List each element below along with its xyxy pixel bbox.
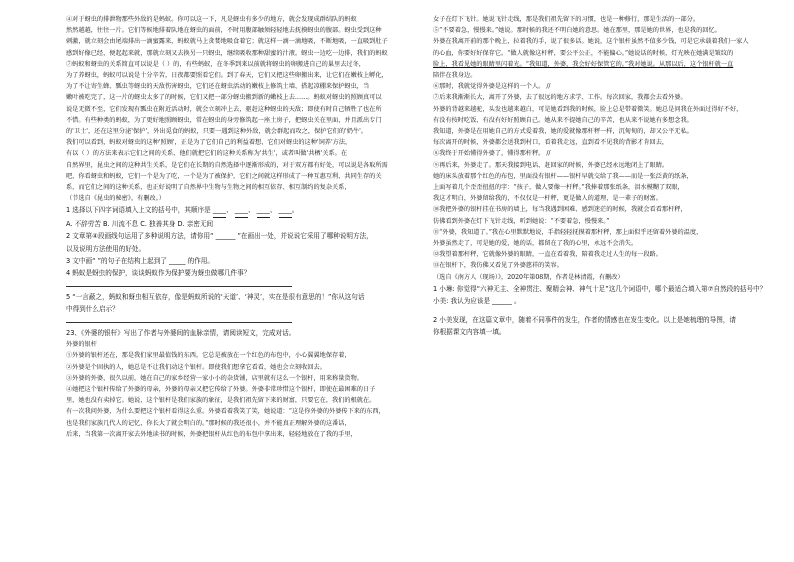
question-23: 23、《外婆的银杆》写出了作者与外婆间的血脉亲情，请阅读短文，完成对话。 [66, 328, 296, 337]
question-1-options: A. 不辞劳苦 B. 川流不息 C. 独善其身 D. 亲密无间 [66, 219, 214, 228]
text-line: 我这才明白，外婆留给我的，不仅仅是一杆秤，更是做人的道理，是一辈子的财富。 [433, 195, 662, 203]
text-line: ③外婆的外婆，很久以前，她在自己的家乡经营一家小小的杂货铺，店里就有这么一个银杆，用来称量货物。 [66, 374, 363, 382]
text-line: 她的床头放着那个红色的布包，里面没有银杆——银杆早就交给了我——而是一张泛黄的纸条， [433, 172, 693, 180]
text-line: 有以（ ）的方法来表示它们之间的关系，他们就把它们的这种关系称为'共生'，或者叫做'共栖'关系。在 [66, 150, 348, 158]
text-line: ①外婆的银杆还在，那是我们家里最值钱的东西。它总是被放在一个红色的布包中，小心翼翼地保存着， [66, 352, 351, 360]
question-5-cont: 中得到什么启示？ [66, 305, 119, 314]
story-paragraph-4 [433, 14, 778, 81]
text-line: 感到好像已经，便起起来就，那就立刻又去换另一只蚜虫，继续吸收那种甜蜜的汁液。蚜虫一边吃一边排，我们的蚂蚁 [66, 49, 388, 57]
right-column [433, 14, 778, 339]
text-line: 上面写着几个歪歪扭扭的字：“孩子，做人要像一杆秤。”我捧着那张纸条，泪水模糊了双眼， [433, 184, 684, 192]
text-line: 脸上，我看见她的眼睛里闪着光。“我知道，外婆，我会好好保管它的。”我对她说。从那以后，这个银杆就一直 [433, 60, 734, 68]
text-line: ⑦蚂蚁和蚜虫的关系简直可以说是（ ）的，有些蚂蚁，在冬季到来以前就将蚜虫的卵搬进自己的巢里去过冬， [66, 60, 365, 68]
text-line: 我们可以看到，蚂蚁对蚜虫的这种'照顾'，正是为了它们自己的利益着想，它们对蚜虫的这种'饲养'方法， [66, 139, 352, 147]
passage-paragraph-4 [66, 14, 411, 59]
story-title: 外婆的银杆 [66, 341, 97, 349]
question-1: 1 选择以下四字词语填入上文的括号中，其顺序是 ____、 ____、 ____、 ____。 [66, 204, 411, 217]
text-line: 也是我们家族几代人的记忆，你长大了就会明白的。”那时候的我还很小，并不能真正理解外婆的这番话， [66, 419, 351, 427]
text-line: ⑩我把外婆的银杆挂在书房的墙上，每当我遇到困难、感到迷茫的时候，我就会看看那杆秤， [433, 206, 687, 214]
source-note: （选自《南方人（现场）》，2020年第08期，作者是林清霞，有删改） [433, 273, 624, 281]
text-line: ⑨再后来，外婆走了。那天我接到电话，赶回家的时候，外婆已经永远地闭上了眼睛。 [433, 161, 669, 169]
text-line: 每次离开的时候，外婆都会送我到村口，看着我走远，直到看不见我的背影才肯回去， [433, 139, 669, 147]
question-2-cont: 以及说明方法使用的好处。 [66, 244, 146, 253]
question-a1: 1 小琳: 你觉得“六神无主、全神贯注、聚精会神、神气十足”这几个词语中，哪个最适合填入第⑦自然段的括号中？ [433, 284, 767, 293]
question-4: 4 蚂蚁是蚜虫的保护，谈谈蚂蚁作为保护要为蚜虫做哪几件事？ [66, 269, 251, 278]
answer-blank[interactable]: ____ [235, 204, 248, 217]
answer-line[interactable] [66, 322, 292, 323]
question-1-text: 1 选择以下四字词语填入上文的括号中，其顺序是 [66, 206, 211, 215]
text-line: 外婆虽然走了，可是她的爱，她的话，都留在了我的心里，永远不会消失。 [433, 240, 638, 248]
question-a2: 2 小美发现，在这篇文章中，随着不同事件的发生，作者的情感也在发生变化。以上是她梳理的导图，请 [433, 315, 737, 324]
question-3: 3 文中画“ ”的句子在结构上起到了 _____ 的作用。 [66, 257, 214, 266]
story-paragraph-11 [433, 227, 778, 249]
story-paragraph-6: ⑥那时，我就觉得外婆是这样的一个人。 // [433, 83, 551, 91]
text-line: 的心血，你要好好保存它。“做人就像这杆秤，要公平公正，不能偏心。”她说话的时候，灯光映在她满是皱纹的 [433, 49, 734, 57]
text-line: 有一次我问外婆，为什么要把这个银杆看得这么重。外婆看着我笑了笑，她说道：“这是你外婆的外婆传下来的东西， [66, 408, 385, 416]
story-paragraph-7 [433, 92, 778, 148]
text-line: 有没有按时吃饭，有没有好好照顾自己。她从来不提她自己的辛苦，也从来不说她有多想念我。 [433, 116, 693, 124]
answer-line[interactable] [66, 286, 292, 287]
question-a2-cont: 你根据课文内容填一填。 [433, 328, 506, 337]
text-line: 女子在灯下飞针。她说飞针走线，那是我们祖先留下的习惯，也是一种修行，那是生活的一部分。 [433, 16, 700, 23]
text-line: ⑪“外婆，我知道了。”我在心里默默地说，手指轻轻抚摸着那杆秤，那上面似乎还留着外婆的温度， [433, 228, 703, 236]
text-line: ④她把这个银杆传给了外婆的母亲，外婆的母亲又把它传给了外婆。外婆非常珍惜这个银杆，即使在最困难的日子 [66, 385, 376, 393]
story-paragraph-10 [433, 204, 778, 226]
answer-blank[interactable]: ____ [257, 204, 270, 217]
text-line: 说是无微不至，它们发现有瓢虫在附近活动时，就会立刻冲上去，驱赶这种蚜虫的天敌；即使有时自己牺牲了也在所 [66, 105, 382, 113]
text-line: 吧，你看蚜虫和蚂蚁，它们一个是为了吃，一个是为了被保护，它们之间就这样形成了一种互惠互利、共同生存的关 [66, 172, 382, 180]
question-5: 5 “一言蔽之，蚂蚁和蚜虫相互依存，像是蚂蚁所说的‘天道’、‘神灵’，实在是很有意思的！”你从这句话 [66, 292, 365, 301]
text-line: 仿佛看到外婆在灯下飞针走线，听到她说：“不要着急，慢慢来。” [433, 217, 610, 225]
story-paragraph-13: ⑬在银杆下，我仿佛又看见了外婆慈祥的笑容。 [433, 262, 563, 270]
text-line: 陪伴在我身边。 [433, 72, 477, 80]
story-paragraph-9 [433, 160, 778, 205]
text-line: ④对于蚜虫的排泄物那些外敌的是蚂蚁。你可以这一下，凡是蚜虫有多少的地方，就会发现成群结队的蚂蚁 [66, 16, 357, 23]
text-line: 自然界里，昆虫之间的这种共生关系，是它们在长期的自然选择中逐渐形成的，对于双方都有好处，可以说是各取所需 [66, 161, 388, 169]
story-paragraphs [66, 350, 411, 440]
text-line: 我知道，外婆是在用她自己的方式爱着我，她的爱就像那杆秤一样，沉甸甸的，却又公平无私。 [433, 128, 693, 136]
text-line: 为了不让寄生蜂、瓢虫等蚜虫的天敌伤害蚜虫，它们还在蚜虫活动的嫩枝上修筑土墙、搭起凉棚来保护蚜虫，当 [66, 83, 370, 91]
left-column [66, 14, 411, 440]
story-paragraph-8: ⑧我终于开始懂得外婆了，懂得那杆秤。 // [433, 150, 551, 158]
text-line: ②外婆是个固执的人，她总是不让我们动这个银杆。即使我们想拿它看看，她也会立刻收回去。 [66, 363, 326, 371]
text-line: 后来，当我第一次离开家去外地读书的时候，外婆把银杆从红色的布包中拿出来，轻轻地放在了我的手里， [66, 430, 357, 438]
text-line: 里，她也没有卖掉它。她说，这个银杆是我们家族的象征，是我们祖先留下来的财富，只要它在，我们的根就在。 [66, 397, 376, 405]
text-line: 然然越越，往往一片。它们等候地排着队地在蚜虫的面前，不时用腹部触须轻轻地去抚摸蚜虫的腹部。蚜虫受到这种 [66, 27, 382, 35]
question-a1-answer: 小美: 我认为应该是 ______ 。 [433, 297, 521, 306]
text-line: 的'卫士'，还在这里分泌'保护'，外出觅食的蚂蚁，只要一遇到这种外敌，就会群起而攻之，保护它们的'奶牛'。 [66, 128, 368, 136]
text-line: 不惜。有些种类的蚂蚁，为了更好地照顾蚜虫，常在蚜虫的身旁修筑起一座土房子，把蚜虫关在里面，并且派出专门 [66, 116, 382, 124]
story-paragraph-12: ⑫我望着那杆秤，它就像外婆的眼睛，一直在看着我，陪着我走过人生的每一段路。 [433, 251, 662, 259]
text-line: 外婆在我离开前的那个晚上，拉着我的手，说了很多话。她说，这个银杆虽然不值多少钱，可是它承载着我们一家人 [433, 38, 749, 46]
text-line: 刺激，就立刻会由尾端排出一滴蜜露来，蚂蚁就马上贪婪地吸食着它；就这样一滴一滴地吸，不断地吸，一直吸到肚子 [66, 38, 388, 46]
text-line: ⑦后来我渐渐长大，离开了外婆，去了很远的地方求学、工作。每次回家，我都会去看外婆。 [433, 94, 687, 102]
text-line: ⑤“不要着急，慢慢来。”她说。那时候的我还不明白她的意思。她在那里，那是她的世界，也是我的回忆。 [433, 27, 721, 35]
answer-blank[interactable]: ____ [279, 204, 292, 217]
text-line: 为了养蚜虫，蚂蚁可以说是十分辛苦，日夜都要照看它们。到了春天，它们又把这些卵搬出来，让它们在嫩枝上孵化， [66, 72, 388, 80]
question-2: 2 文章第④段画线句运用了多种说明方法，请你用“ ______ ”在画出一处，并说说它采用了哪种说明方法， [66, 232, 373, 241]
source-note: （节选自《昆虫的秘密》，有删改。） [66, 195, 165, 203]
text-line: 嫩叶被吃完了，这一片的蚜虫太多了的时候，它们又把一部分蚜虫搬到新的嫩枝上去……。蚂蚁对蚜虫的照顾真可以 [66, 94, 382, 102]
text-line: 系，而它们之间的这种关系，也正好说明了自然界中生物与生物之间的相互依存、相互制约的复杂关系， [66, 184, 351, 192]
text-line: 外婆的背越来越驼，头发也越来越白，可是她看到我的时候，脸上总是带着微笑。她总是问我在外面过得好不好， [433, 105, 743, 113]
answer-blank[interactable]: ____ [213, 204, 226, 217]
passage-paragraph-7 [66, 59, 411, 193]
